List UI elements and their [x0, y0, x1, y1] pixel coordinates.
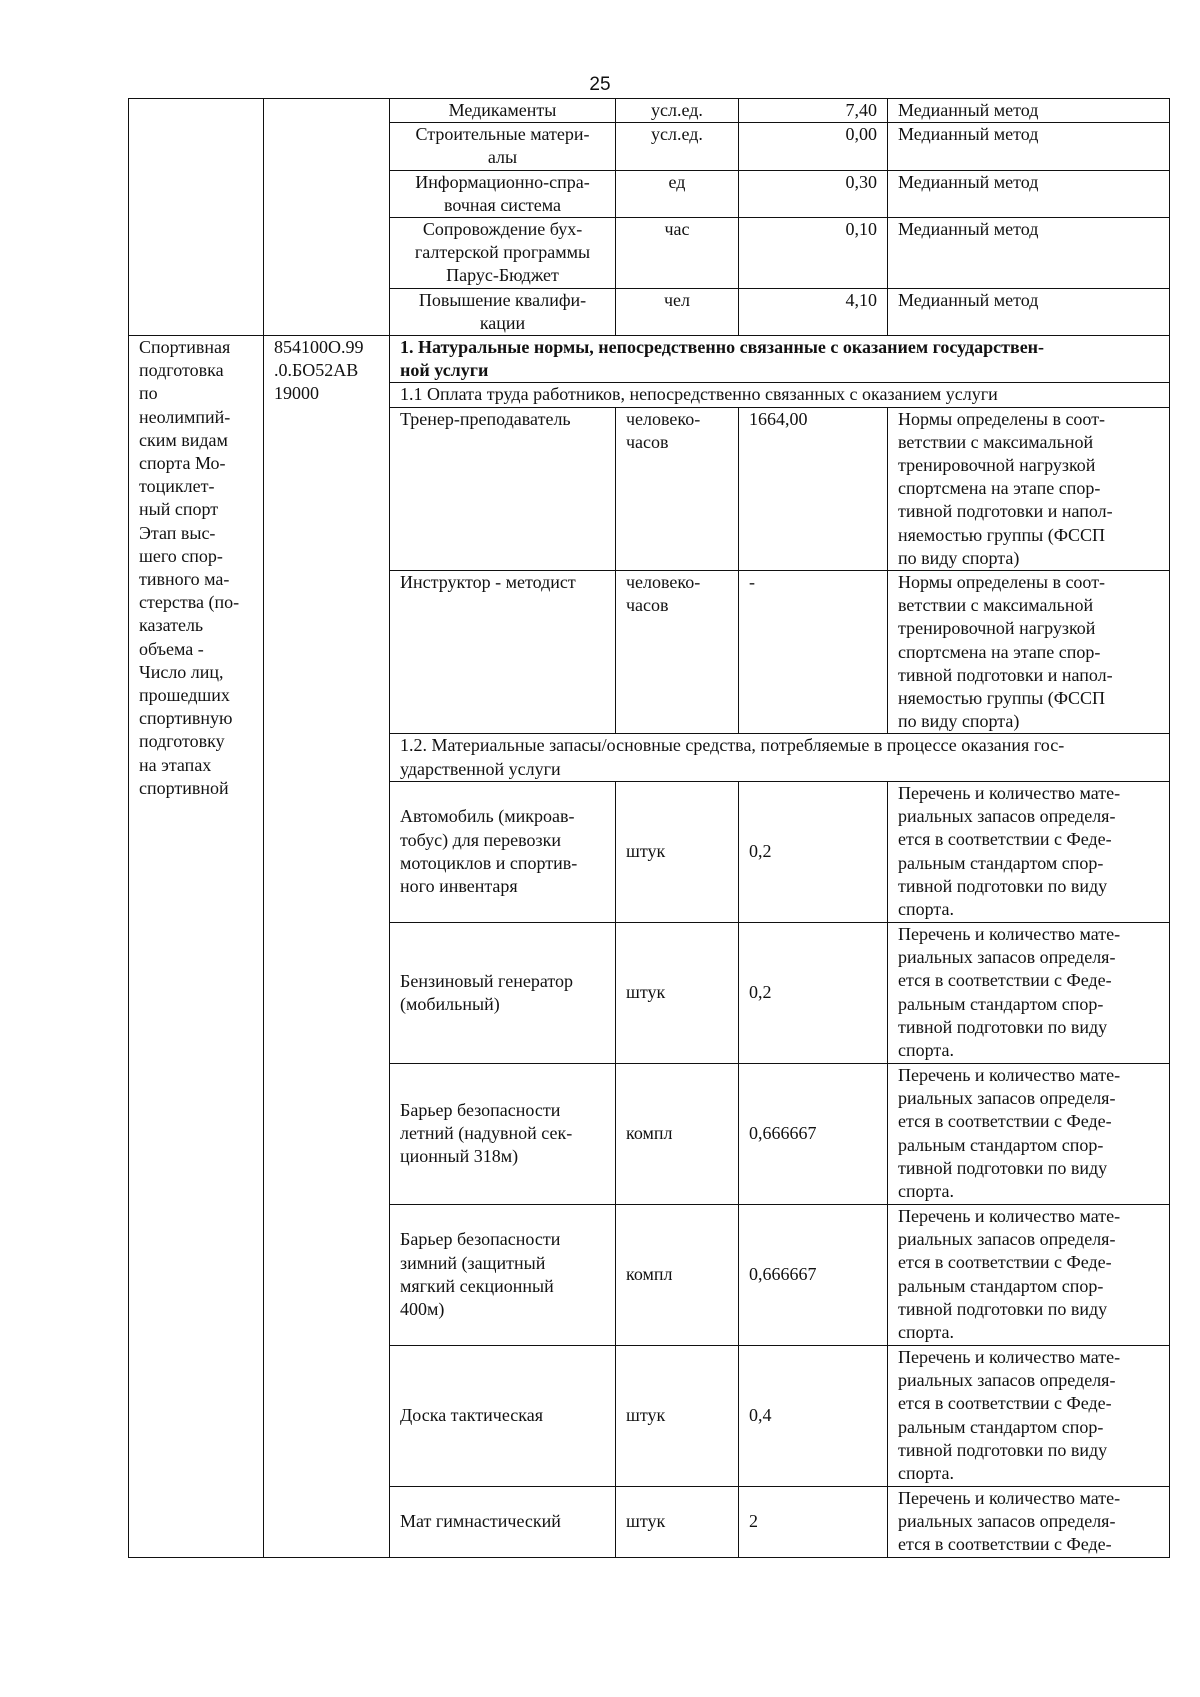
section-1-1-heading: 1.1 Оплата труда работников, непосредственно связанных с оказанием услуги — [390, 383, 1170, 407]
material-note: Перечень и количество мате- риальных запасов определя- ется в соответствии с Феде- ральным стандартом спор- тивной подготовки по виду спорта. — [888, 781, 1170, 922]
material-unit: штук — [616, 922, 739, 1063]
material-note: Перечень и количество мате- риальных запасов определя- ется в соответствии с Феде- ральным стандартом спор- тивной подготовки по виду спорта. — [888, 1063, 1170, 1204]
material-value: 0,2 — [739, 922, 888, 1063]
item-name: Сопровождение бух- галтерской программы Парус-Бюджет — [390, 218, 616, 289]
material-unit: компл — [616, 1063, 739, 1204]
labor-name: Тренер-преподаватель — [390, 407, 616, 570]
material-unit: компл — [616, 1204, 739, 1345]
material-name: Автомобиль (микроав- тобус) для перевозки мотоциклов и спортив- ного инвентаря — [390, 781, 616, 922]
material-name: Мат гимнастический — [390, 1486, 616, 1557]
item-method: Медианный метод — [888, 218, 1170, 289]
page-number: 25 — [589, 74, 611, 95]
section-1-2-heading: 1.2. Материальные запасы/основные средства, потребляемые в процессе оказания гос- ударственной услуги — [390, 734, 1170, 781]
item-name: Строительные матери- алы — [390, 123, 616, 170]
labor-unit: человеко- часов — [616, 571, 739, 734]
item-value: 7,40 — [739, 99, 888, 123]
item-name: Повышение квалифи- кации — [390, 288, 616, 335]
material-note: Перечень и количество мате- риальных запасов определя- ется в соответствии с Феде- ральным стандартом спор- тивной подготовки по виду спорта. — [888, 1345, 1170, 1486]
item-method: Медианный метод — [888, 123, 1170, 170]
item-method: Медианный метод — [888, 99, 1170, 123]
material-name: Барьер безопасности зимний (защитный мягкий секционный 400м) — [390, 1204, 616, 1345]
item-unit: усл.ед. — [616, 99, 739, 123]
material-value: 0,4 — [739, 1345, 888, 1486]
material-note: Перечень и количество мате- риальных запасов определя- ется в соответствии с Феде- ральным стандартом спор- тивной подготовки по виду спорта. — [888, 922, 1170, 1063]
service-code: 854100О.99 .0.БО52АВ 19000 — [264, 336, 390, 1557]
material-name: Доска тактическая — [390, 1345, 616, 1486]
material-name: Бензиновый генератор (мобильный) — [390, 922, 616, 1063]
item-value: 0,30 — [739, 170, 888, 217]
item-name: Медикаменты — [390, 99, 616, 123]
material-unit: штук — [616, 781, 739, 922]
labor-value: - — [739, 571, 888, 734]
item-name: Информационно-спра- вочная система — [390, 170, 616, 217]
labor-name: Инструктор - методист — [390, 571, 616, 734]
item-value: 0,00 — [739, 123, 888, 170]
material-unit: штук — [616, 1345, 739, 1486]
item-method: Медианный метод — [888, 170, 1170, 217]
item-unit: усл.ед. — [616, 123, 739, 170]
material-unit: штук — [616, 1486, 739, 1557]
labor-note: Нормы определены в соот- ветствии с максимальной тренировочной нагрузкой спортсмена на этапе спор- тивной подготовки и напол- няемостью группы (ФССП по виду спорта) — [888, 407, 1170, 570]
item-value: 4,10 — [739, 288, 888, 335]
material-note: Перечень и количество мате- риальных запасов определя- ется в соответствии с Феде- ральным стандартом спор- тивной подготовки по виду спорта. — [888, 1204, 1170, 1345]
section-1-heading: 1. Натуральные нормы, непосредственно связанные с оказанием государствен- ной услуги — [390, 336, 1170, 383]
item-value: 0,10 — [739, 218, 888, 289]
material-value: 2 — [739, 1486, 888, 1557]
labor-note: Нормы определены в соот- ветствии с максимальной тренировочной нагрузкой спортсмена на этапе спор- тивной подготовки и напол- няемостью группы (ФССП по виду спорта) — [888, 571, 1170, 734]
labor-unit: человеко- часов — [616, 407, 739, 570]
material-note: Перечень и количество мате- риальных запасов определя- ется в соответствии с Феде- — [888, 1486, 1170, 1557]
item-unit: ед — [616, 170, 739, 217]
labor-value: 1664,00 — [739, 407, 888, 570]
empty-cell — [264, 99, 390, 336]
empty-cell — [129, 99, 264, 336]
material-value: 0,666667 — [739, 1063, 888, 1204]
material-name: Барьер безопасности летний (надувной сек- ционный 318м) — [390, 1063, 616, 1204]
section-heading-row — [129, 336, 1170, 383]
table-row — [129, 99, 1170, 123]
material-value: 0,2 — [739, 781, 888, 922]
item-method: Медианный метод — [888, 288, 1170, 335]
normative-costs-table — [128, 98, 1170, 1558]
material-value: 0,666667 — [739, 1204, 888, 1345]
item-unit: чел — [616, 288, 739, 335]
service-description: Спортивная подготовка по неолимпий- ским видам спорта Мо- тоциклет- ный спорт Этап выс- шего спор- тивного ма- стерства (по- казатель объема - Число лиц, прошедших спортивную подготовку на этапах спортивной — [129, 336, 264, 1557]
item-unit: час — [616, 218, 739, 289]
